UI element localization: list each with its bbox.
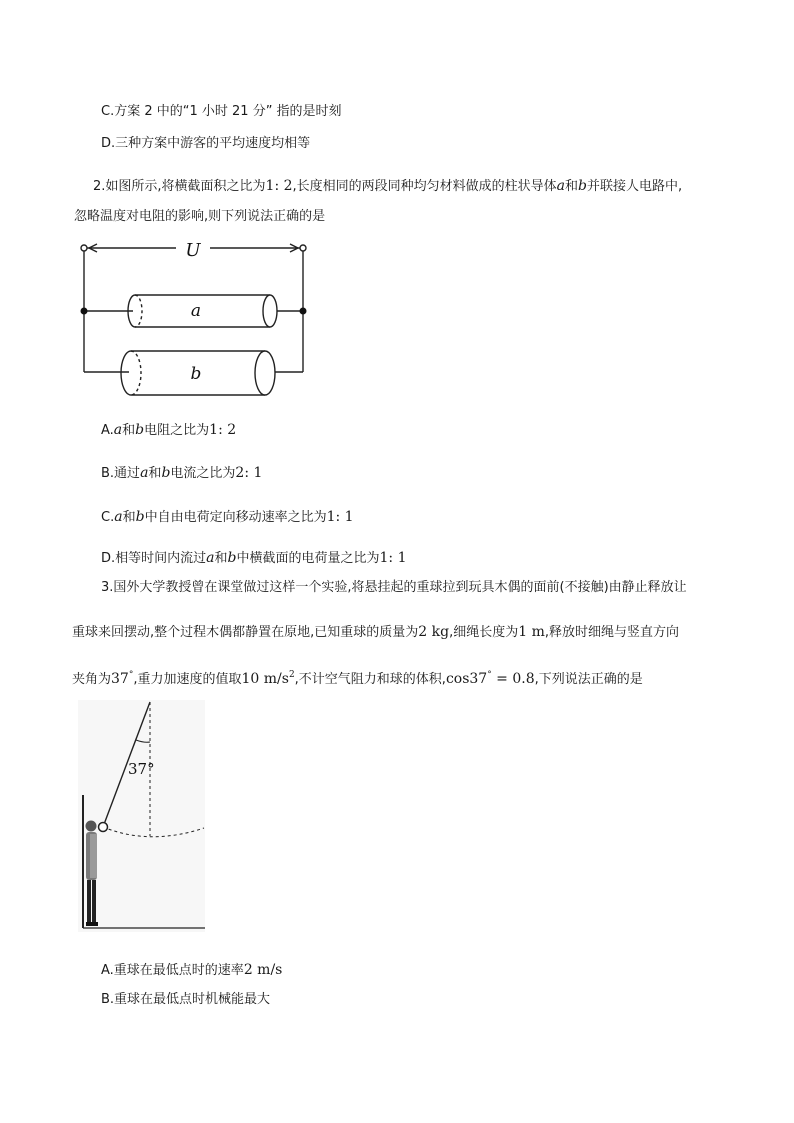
conductor-b-label: b [190, 364, 202, 384]
q3-option-a: A.重球在最低点时的速率2 m/s [101, 962, 283, 978]
terminal-right [300, 245, 306, 251]
q2-option-a: A.a和b电阻之比为1: 2 [101, 422, 237, 438]
terminal-left [81, 245, 87, 251]
q1-option-d: D.三种方案中游客的平均速度均相等 [101, 136, 311, 151]
pendulum-ball [99, 823, 108, 832]
voltage-label: U [185, 240, 201, 261]
q3-stem-line3: 夹角为37°,重力加速度的值取10 $m/s^2$,不计空气阻力和球的体积,cos37° = 0.8,下列说法正确的是 [72, 670, 643, 687]
q2-option-d: D.相等时间内流过a和b中横截面的电荷量之比为1: 1 [101, 550, 407, 566]
q2-circuit-diagram [70, 238, 320, 398]
q3-stem-line2: 重球来回摆动,整个过程木偶都静置在原地,已知重球的质量为2 kg,细绳长度为1 m,释放时细绳与竖直方向 [72, 624, 679, 640]
conductor-a [135, 295, 270, 327]
q2-option-c: C.a和b中自由电荷定向移动速率之比为1: 1 [101, 509, 354, 525]
q2-stem-line1: 2.如图所示,将横截面积之比为1: 2,长度相同的两段同种均匀材料做成的柱状导体a和b并联接人电路中, [93, 178, 683, 194]
angle-label: 37° [128, 760, 155, 778]
q2-option-b: B.通过a和b电流之比为2: 1 [101, 465, 263, 481]
q3-pendulum-diagram [78, 700, 208, 932]
q3-option-b: B.重球在最低点时机械能最大 [101, 992, 271, 1007]
conductor-a-label: a [190, 301, 202, 321]
q3-stem-line1: 3.国外大学教授曾在课堂做过这样一个实验,将悬挂起的重球拉到玩具木偶的面前(不接触)由静止释放让 [101, 580, 687, 595]
q1-option-c: C.方案 2 中的“1 小时 21 分” 指的是时刻 [101, 104, 342, 119]
q2-stem-line2: 忽略温度对电阻的影响,则下列说法正确的是 [74, 209, 326, 224]
